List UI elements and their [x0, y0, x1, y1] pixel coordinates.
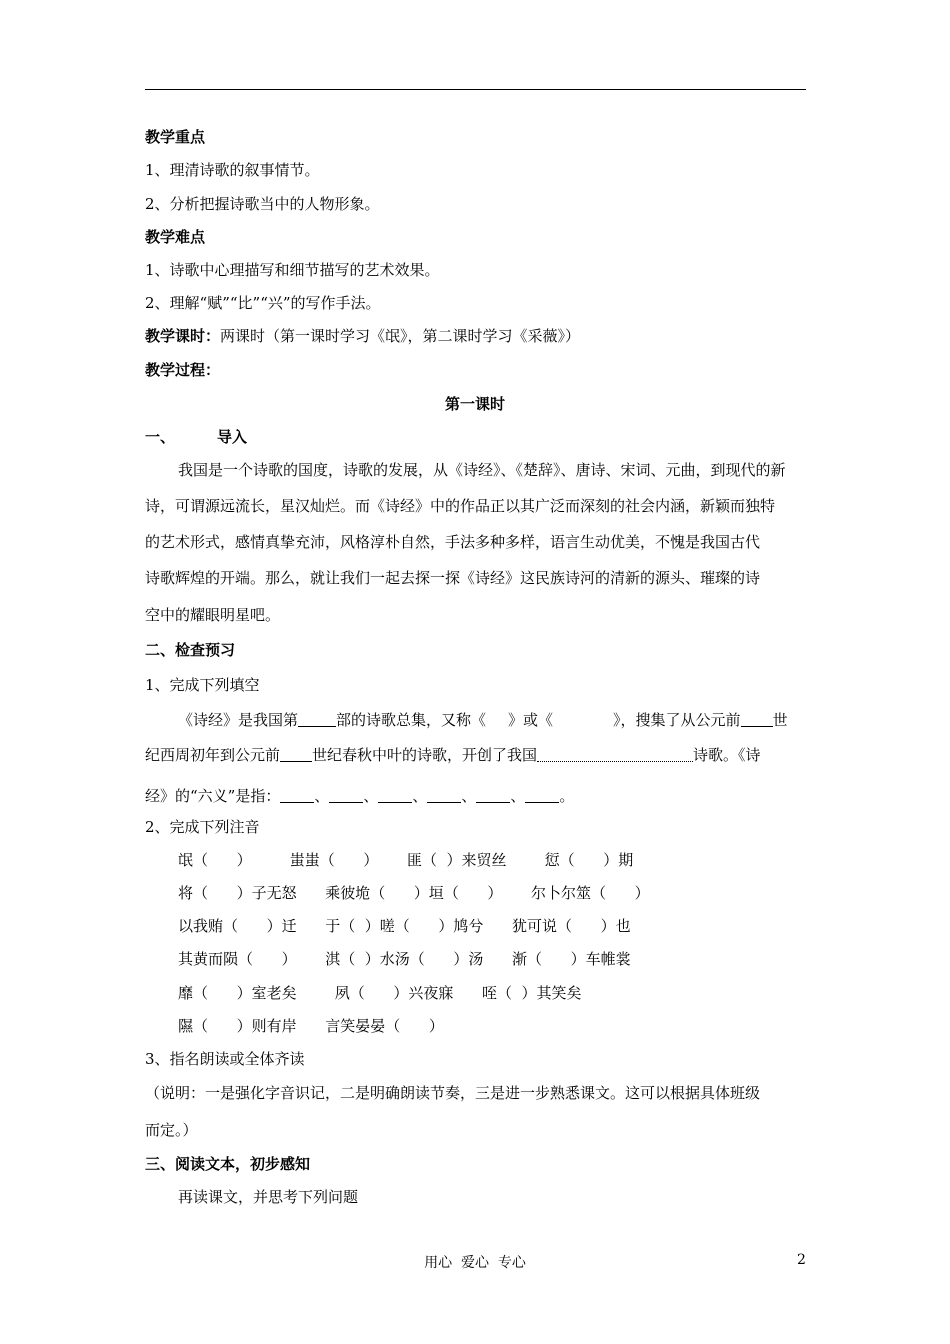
pinyin-row: 氓（ ） 蚩蚩（ ） 匪（ ）来贸丝 愆（ ）期 [178, 851, 634, 869]
footer-motto: 用心 爱心 专心 [424, 1255, 526, 1271]
pinyin-row: 将（ ）子无怒 乘彼垝（ ）垣（ ） 尔卜尔筮（ ） [178, 884, 650, 902]
blank[interactable] [476, 788, 510, 803]
blank[interactable] [298, 712, 336, 727]
fill-blank-line-3: 经》的“六义”是指： 、 、 、 、 、 。 [145, 787, 575, 805]
fill-blank-question: 1、完成下列填空 [145, 676, 260, 694]
focus-item-2: 2、分析把握诗歌当中的人物形象。 [145, 195, 380, 213]
intro-paragraph-line: 诗歌辉煌的开端。那么，就让我们一起去探一探《诗经》这民族诗河的清新的源头、璀璨的诗 [145, 569, 761, 587]
intro-paragraph-line: 空中的耀眼明星吧。 [145, 606, 281, 624]
lesson-title: 第一课时 [444, 395, 505, 413]
intro-paragraph-line: 的艺术形式，感情真挚充沛，风格淳朴自然，手法多种多样，语言生动优美，不愧是我国古代 [145, 533, 761, 551]
blank[interactable] [741, 712, 773, 727]
intro-paragraph-line: 我国是一个诗歌的国度，诗歌的发展，从《诗经》、《楚辞》、唐诗、宋词、元曲，到现代的新 [178, 461, 786, 479]
focus-title: 教学重点 [145, 128, 206, 146]
intro-number: 一、 [145, 428, 176, 446]
difficulty-title: 教学难点 [145, 228, 206, 246]
pinyin-row: 其黄而陨（ ） 淇（ ）水汤（ ）汤 渐（ ）车帷裳 [178, 950, 631, 968]
blank[interactable] [427, 788, 461, 803]
reading-aloud-item: 3、指名朗读或全体齐读 [145, 1050, 305, 1068]
pinyin-question: 2、完成下列注音 [145, 818, 260, 836]
difficulty-item-2: 2、理解“赋”“比”“兴”的写作手法。 [145, 294, 381, 312]
blank[interactable] [525, 788, 559, 803]
pinyin-row: 隰（ ）则有岸 言笑晏晏（ ） [178, 1017, 444, 1035]
note-line: 而定。） [145, 1121, 198, 1139]
reading-line: 再读课文，并思考下列问题 [178, 1188, 359, 1206]
blank[interactable] [378, 788, 412, 803]
intro-title: 导入 [217, 428, 248, 446]
blank[interactable] [329, 788, 363, 803]
difficulty-item-1: 1、诗歌中心理描写和细节描写的艺术效果。 [145, 261, 440, 279]
fill-blank-line-1: 《诗经》是我国第 部的诗歌总集，又称《 》或《 》，搜集了从公元前 世 [178, 711, 788, 729]
pinyin-row: 以我贿（ ）迁 于（ ）嗟（ ）鸠兮 犹可说（ ）也 [178, 917, 631, 935]
reading-title: 三、阅读文本，初步感知 [145, 1155, 311, 1173]
teaching-hours-text: 两课时（第一课时学习《氓》，第二课时学习《采薇》） [220, 327, 581, 345]
blank[interactable] [280, 747, 312, 762]
process-title: 教学过程： [145, 361, 221, 379]
focus-item-1: 1、理清诗歌的叙事情节。 [145, 161, 320, 179]
blank[interactable] [537, 747, 693, 762]
preview-title: 二、检查预习 [145, 641, 236, 659]
page-number: 2 [797, 1252, 806, 1268]
teaching-hours [145, 326, 580, 346]
blank[interactable] [280, 788, 314, 803]
note-line: （说明：一是强化字音识记，二是明确朗读节奏，三是进一步熟悉课文。这可以根据具体班级 [145, 1084, 761, 1102]
teaching-hours-label: 教学课时： [145, 327, 221, 345]
pinyin-row: 靡（ ）室老矣 夙（ ）兴夜寐 咥（ ）其笑矣 [178, 984, 582, 1002]
header-rule [145, 89, 806, 90]
intro-paragraph-line: 诗，可谓源远流长，星汉灿烂。而《诗经》中的作品正以其广泛而深刻的社会内涵，新颖而独特 [145, 497, 776, 515]
fill-blank-line-2: 纪西周初年到公元前 世纪春秋中叶的诗歌，开创了我国 诗歌。《诗 [145, 746, 761, 764]
intro-heading [145, 427, 247, 447]
